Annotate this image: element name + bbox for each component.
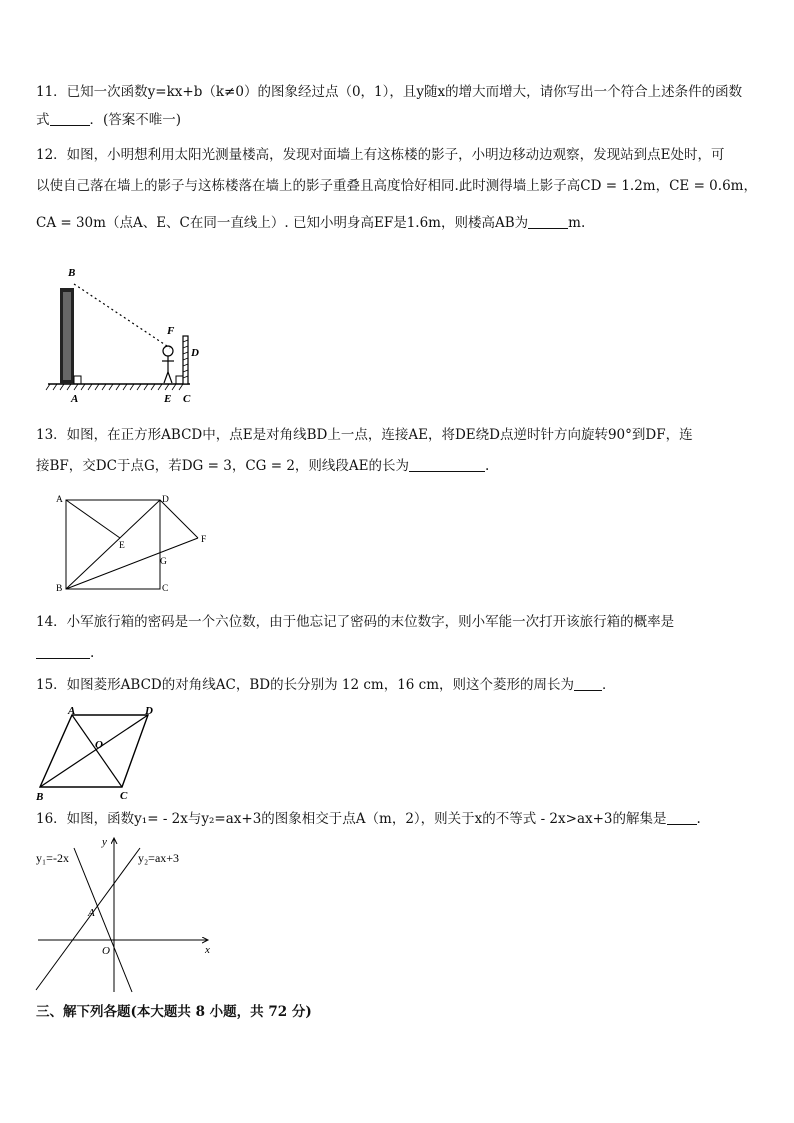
q11-line2-post: ．(答案不唯一)	[89, 112, 182, 128]
diagonal-bd	[66, 500, 160, 589]
diagonal-ac	[72, 715, 122, 787]
q15-line1-post: ．	[602, 677, 616, 693]
q13-line2	[36, 449, 760, 483]
fig16-label-y1: y₁=-2x	[36, 851, 69, 865]
fig15-label-a: A	[68, 705, 76, 717]
q14-line1: 14．小军旅行箱的密码是一个六位数，由于他忘记了密码的末位数字，则小军能一次打开该旅行箱的概率是	[36, 614, 675, 630]
q11-line1: 11．已知一次函数y=kx+b（k≠0）的图象经过点（0，1），且y随x的增大而增大，请你写出一个符合上述条件的函数	[36, 84, 743, 100]
question-13	[36, 421, 760, 483]
q15-figure	[36, 702, 176, 804]
q13-answer-blank[interactable]	[409, 457, 485, 472]
q11-line2-pre: 式	[36, 112, 50, 128]
q11-line2	[36, 106, 760, 134]
segment-ae	[66, 500, 120, 538]
fig15-label-d: D	[145, 705, 153, 717]
q12-line3-pre: CA = 30m（点A、E、C在同一直线上）. 已知小明身高EF是1.6m，则楼高AB为	[36, 215, 529, 231]
fig16-label-x: x	[205, 944, 210, 956]
q15-line1-pre: 15．如图菱形ABCD的对角线AC，BD的长分别为 12 cm，16 cm，则这个菱形的周长为	[36, 677, 575, 693]
fig12-label-b: B	[68, 267, 76, 279]
q13-figure	[50, 488, 220, 600]
segment-bf	[66, 538, 198, 589]
fig13-label-c: C	[162, 584, 169, 594]
q16-figure	[34, 832, 224, 997]
question-14	[36, 608, 760, 670]
fig16-label-a: A	[88, 907, 95, 919]
line-y2	[36, 848, 140, 990]
fig13-label-e: E	[119, 541, 125, 551]
q14-line2-post: .	[90, 645, 95, 661]
fig13-label-b: B	[56, 584, 63, 594]
q12-figure	[40, 262, 210, 407]
q12-line3	[36, 203, 760, 243]
q12-line3-post: m.	[568, 215, 586, 231]
q15-answer-blank[interactable]	[574, 676, 602, 691]
fig12-label-d: D	[191, 347, 199, 359]
q16-line1-pre: 16．如图，函数y₁= - 2x与y₂=ax+3的图象相交于点A（m，2），则关于x的不等式 - 2x>ax+3的解集是	[36, 811, 667, 827]
q15-line1	[36, 671, 760, 699]
fig12-label-c: C	[183, 393, 191, 405]
question-12	[36, 141, 760, 243]
q12-answer-blank[interactable]	[528, 214, 568, 229]
fig16-label-o: O	[102, 945, 110, 957]
fig13-label-g: G	[160, 557, 167, 567]
question-11	[36, 78, 760, 134]
q16-answer-blank[interactable]	[667, 810, 697, 825]
q16-line1	[36, 805, 760, 833]
section-3-heading: 三、解下列各题(本大题共 8 小题，共 72 分)	[36, 1004, 312, 1020]
q11-answer-blank[interactable]	[50, 111, 90, 126]
q12-line2: 以使自己落在墙上的影子与这栋楼落在墙上的影子重叠且高度恰好相同.此时测得墙上影子高CD = 1.2m，CE = 0.6m，	[36, 178, 757, 194]
q13-line2-post: .	[485, 458, 490, 474]
question-15	[36, 671, 760, 699]
sun-ray	[74, 284, 170, 348]
fig15-label-b: B	[36, 791, 44, 803]
fig12-label-f: F	[167, 325, 175, 337]
fig15-label-o: O	[95, 739, 103, 751]
fig13-label-d: D	[162, 495, 169, 505]
q14-line2	[36, 636, 760, 670]
fig13-label-a: A	[56, 495, 63, 505]
fig12-label-a: A	[71, 393, 79, 405]
q16-line1-post: .	[696, 811, 701, 827]
fig16-label-y2: y₂=ax+3	[138, 851, 180, 865]
segment-df	[160, 500, 198, 538]
q12-line1: 12．如图，小明想利用太阳光测量楼高，发现对面墙上有这栋楼的影子，小明边移动边观察，发现站到点E处时，可	[36, 147, 725, 163]
fig16-label-y: y	[102, 836, 107, 848]
q13-line2-pre: 接BF，交DC于点G，若DG = 3，CG = 2，则线段AE的长为	[36, 458, 410, 474]
q13-line1: 13．如图，在正方形ABCD中，点E是对角线BD上一点，连接AE，将DE绕D点逆时针方向旋转90°到DF，连	[36, 427, 693, 443]
question-16	[36, 805, 760, 833]
line-y1	[74, 848, 132, 992]
fig15-label-c: C	[120, 790, 128, 802]
q14-answer-blank[interactable]	[36, 644, 90, 659]
fig13-label-f: F	[201, 535, 207, 545]
person-head	[163, 346, 173, 356]
fig12-label-e: E	[164, 393, 172, 405]
